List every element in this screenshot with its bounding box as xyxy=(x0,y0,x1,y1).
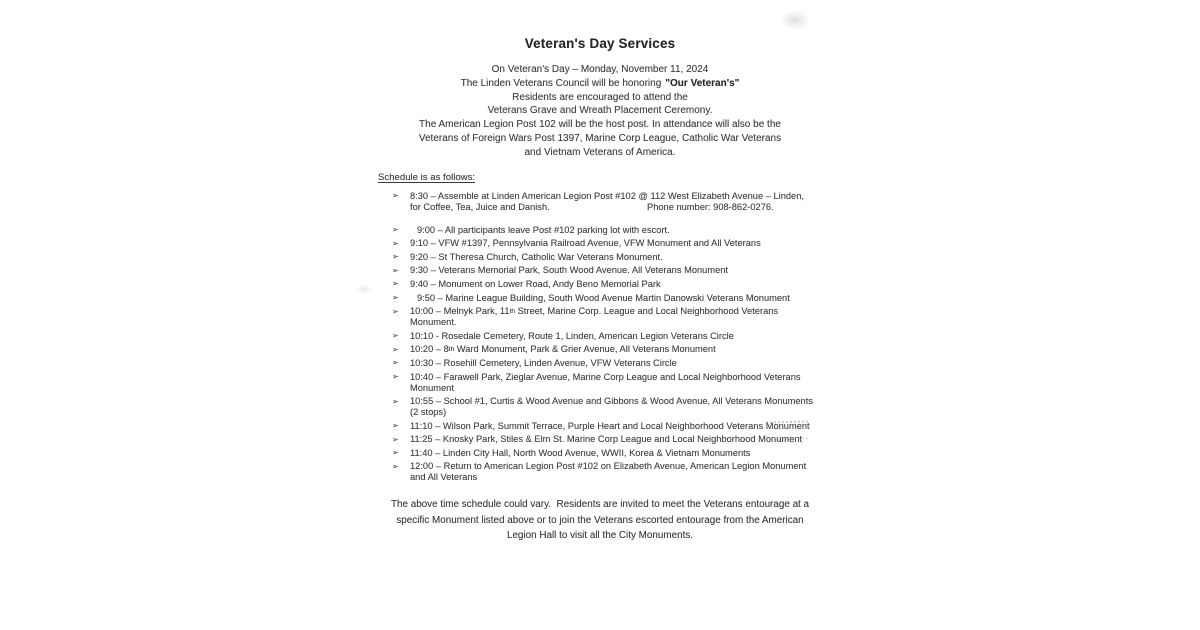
schedule-item-text xyxy=(410,265,822,276)
intro-paragraph xyxy=(378,63,822,160)
closing-line: specific Monument listed above or to join the Veterans escorted entourage from the American xyxy=(396,514,804,526)
bullet-arrow-icon: ➢ xyxy=(392,396,399,406)
schedule-item xyxy=(378,279,822,290)
schedule-item xyxy=(378,421,822,432)
schedule-item xyxy=(378,238,822,249)
schedule-item-line2-text: and All Veterans xyxy=(410,472,478,483)
bullet-arrow-icon: ➢ xyxy=(392,461,399,471)
schedule-item-text xyxy=(410,293,822,304)
schedule-item-text xyxy=(410,421,822,432)
document-title: Veteran's Day Services xyxy=(524,36,676,51)
schedule-item xyxy=(378,344,822,355)
schedule-item-line1: 9:40 – Monument on Lower Road, Andy Beno Memorial Park xyxy=(410,278,661,289)
schedule-item-line2-text: (2 stops) xyxy=(410,407,447,418)
schedule-item-line1: 9:10 – VFW #1397, Pennsylvania Railroad Avenue, VFW Monument and All Veterans xyxy=(410,238,761,249)
schedule-item-line1: 10:55 – School #1, Curtis & Wood Avenue and Gibbons & Wood Avenue, All Veterans Monuments xyxy=(410,396,813,407)
schedule-item-line1: 9:50 – Marine League Building, South Wood Avenue Martin Danowski Veterans Monument xyxy=(417,292,790,303)
intro-line: The American Legion Post 102 will be the host post. In attendance will also be the xyxy=(419,119,781,131)
schedule-item-text xyxy=(410,434,822,445)
schedule-item xyxy=(378,331,822,342)
schedule-item-line1: 11:10 – Wilson Park, Summit Terrace, Purple Heart and Local Neighborhood Veterans Monument xyxy=(410,420,810,431)
bullet-arrow-icon: ➢ xyxy=(392,306,399,316)
schedule-item xyxy=(378,372,822,394)
schedule-heading: Schedule is as follows: xyxy=(378,171,476,183)
schedule-item-line1: 10:40 – Farawell Park, Zieglar Avenue, Marine Corp League and Local Neighborhood Veterans xyxy=(410,371,801,382)
schedule-item-text xyxy=(410,344,822,355)
schedule-item-text xyxy=(410,279,822,290)
schedule-item-line2-text: Monument. xyxy=(410,317,457,328)
schedule-item xyxy=(378,358,822,369)
schedule-item-line1: 9:30 – Veterans Memorial Park, South Wood Avenue. All Veterans Monument xyxy=(410,265,729,276)
schedule-item xyxy=(378,265,822,276)
bullet-arrow-icon: ➢ xyxy=(392,191,399,201)
schedule-item-text xyxy=(410,252,822,263)
schedule-item-line2 xyxy=(410,407,822,418)
schedule-item-line1: 10:20 – 8th Ward Monument, Park & Grier Avenue, All Veterans Monument xyxy=(410,344,716,355)
schedule-item-text xyxy=(410,448,822,459)
schedule-item-text xyxy=(410,238,822,249)
bullet-arrow-icon: ➢ xyxy=(392,238,399,248)
bullet-arrow-icon: ➢ xyxy=(392,372,399,382)
schedule-item xyxy=(378,191,822,213)
document-body xyxy=(378,0,822,544)
schedule-item-text xyxy=(410,461,822,483)
bullet-arrow-icon: ➢ xyxy=(392,358,399,368)
schedule-item-line1: 9:20 – St Theresa Church, Catholic War Veterans Monument. xyxy=(410,251,663,262)
schedule-item-line1: 8:30 – Assemble at Linden American Legion Post #102 @ 112 West Elizabeth Avenue – Linden, xyxy=(410,190,804,201)
schedule-item-line1: 9:00 – All participants leave Post #102 parking lot with escort. xyxy=(417,224,670,235)
schedule-item xyxy=(378,293,822,304)
intro-line-text: The Linden Veterans Council will be honoring xyxy=(460,77,662,89)
intro-line: On Veteran's Day – Monday, November 11, 2024 xyxy=(491,64,709,75)
schedule-item-line2-text: for Coffee, Tea, Juice and Danish. xyxy=(410,201,550,212)
schedule-item xyxy=(378,306,822,328)
closing-paragraph xyxy=(378,497,822,543)
schedule-item xyxy=(378,461,822,483)
bullet-arrow-icon: ➢ xyxy=(392,434,399,444)
bullet-arrow-icon: ➢ xyxy=(392,421,399,431)
schedule-item-text xyxy=(410,225,822,236)
intro-line: Residents are encouraged to attend the xyxy=(512,91,688,103)
schedule-item xyxy=(378,448,822,459)
closing-line: The above time schedule could vary. Residents are invited to meet the Veterans entourage at a xyxy=(390,499,810,511)
schedule-item-text xyxy=(410,372,822,394)
schedule-item-line1: 11:25 – Knosky Park, Stiles & Elm St. Marine Corp League and Local Neighborhood Monument xyxy=(410,434,803,445)
bullet-arrow-icon: ➢ xyxy=(392,448,399,458)
bullet-arrow-icon: ➢ xyxy=(392,225,399,235)
scan-smudge xyxy=(356,284,372,294)
schedule-item-line2 xyxy=(410,202,822,213)
schedule-item-line2 xyxy=(410,383,822,394)
schedule-item-text xyxy=(410,358,822,369)
schedule-item xyxy=(378,396,822,418)
schedule-list xyxy=(378,191,822,484)
bullet-arrow-icon: ➢ xyxy=(392,279,399,289)
schedule-item-line1: 11:40 – Linden City Hall, North Wood Avenue, WWII, Korea & Vietnam Monuments xyxy=(410,447,751,458)
schedule-item-line1: 10:00 – Melnyk Park, 11th Street, Marine Corp. League and Local Neighborhood Veterans xyxy=(410,306,779,317)
schedule-item-line2-text: Monument xyxy=(410,382,454,393)
schedule-item-text xyxy=(410,396,822,418)
phone-number: Phone number: 908-862-0276. xyxy=(647,201,774,212)
schedule-item xyxy=(378,434,822,445)
intro-line: and Vietnam Veterans of America. xyxy=(524,146,676,158)
bullet-arrow-icon: ➢ xyxy=(392,252,399,262)
intro-line xyxy=(378,77,822,91)
bullet-arrow-icon: ➢ xyxy=(392,293,399,303)
bullet-arrow-icon: ➢ xyxy=(392,265,399,275)
intro-line: Veterans Grave and Wreath Placement Ceremony. xyxy=(487,105,713,117)
schedule-item-line2 xyxy=(410,317,822,328)
intro-line-bold-text: "Our Veteran's" xyxy=(665,77,740,89)
schedule-item-line1: 10:30 – Rosehill Cemetery, Linden Avenue, VFW Veterans Circle xyxy=(410,357,677,368)
bullet-arrow-icon: ➢ xyxy=(392,344,399,354)
schedule-item-text xyxy=(410,191,822,213)
schedule-item-line1: 10:10 - Rosedale Cemetery, Route 1, Linden, American Legion Veterans Circle xyxy=(410,330,734,341)
schedule-item-line1: 12:00 – Return to American Legion Post #102 on Elizabeth Avenue, American Legion Monument xyxy=(410,461,807,472)
closing-line: Legion Hall to visit all the City Monuments. xyxy=(506,530,694,542)
bullet-arrow-icon: ➢ xyxy=(392,331,399,341)
schedule-item-line2 xyxy=(410,472,822,483)
intro-line: Veterans of Foreign Wars Post 1397, Marine Corp League, Catholic War Veterans xyxy=(418,132,782,144)
schedule-item xyxy=(378,252,822,263)
schedule-item-text xyxy=(410,306,822,328)
schedule-item-text xyxy=(410,331,822,342)
schedule-item xyxy=(378,225,822,236)
